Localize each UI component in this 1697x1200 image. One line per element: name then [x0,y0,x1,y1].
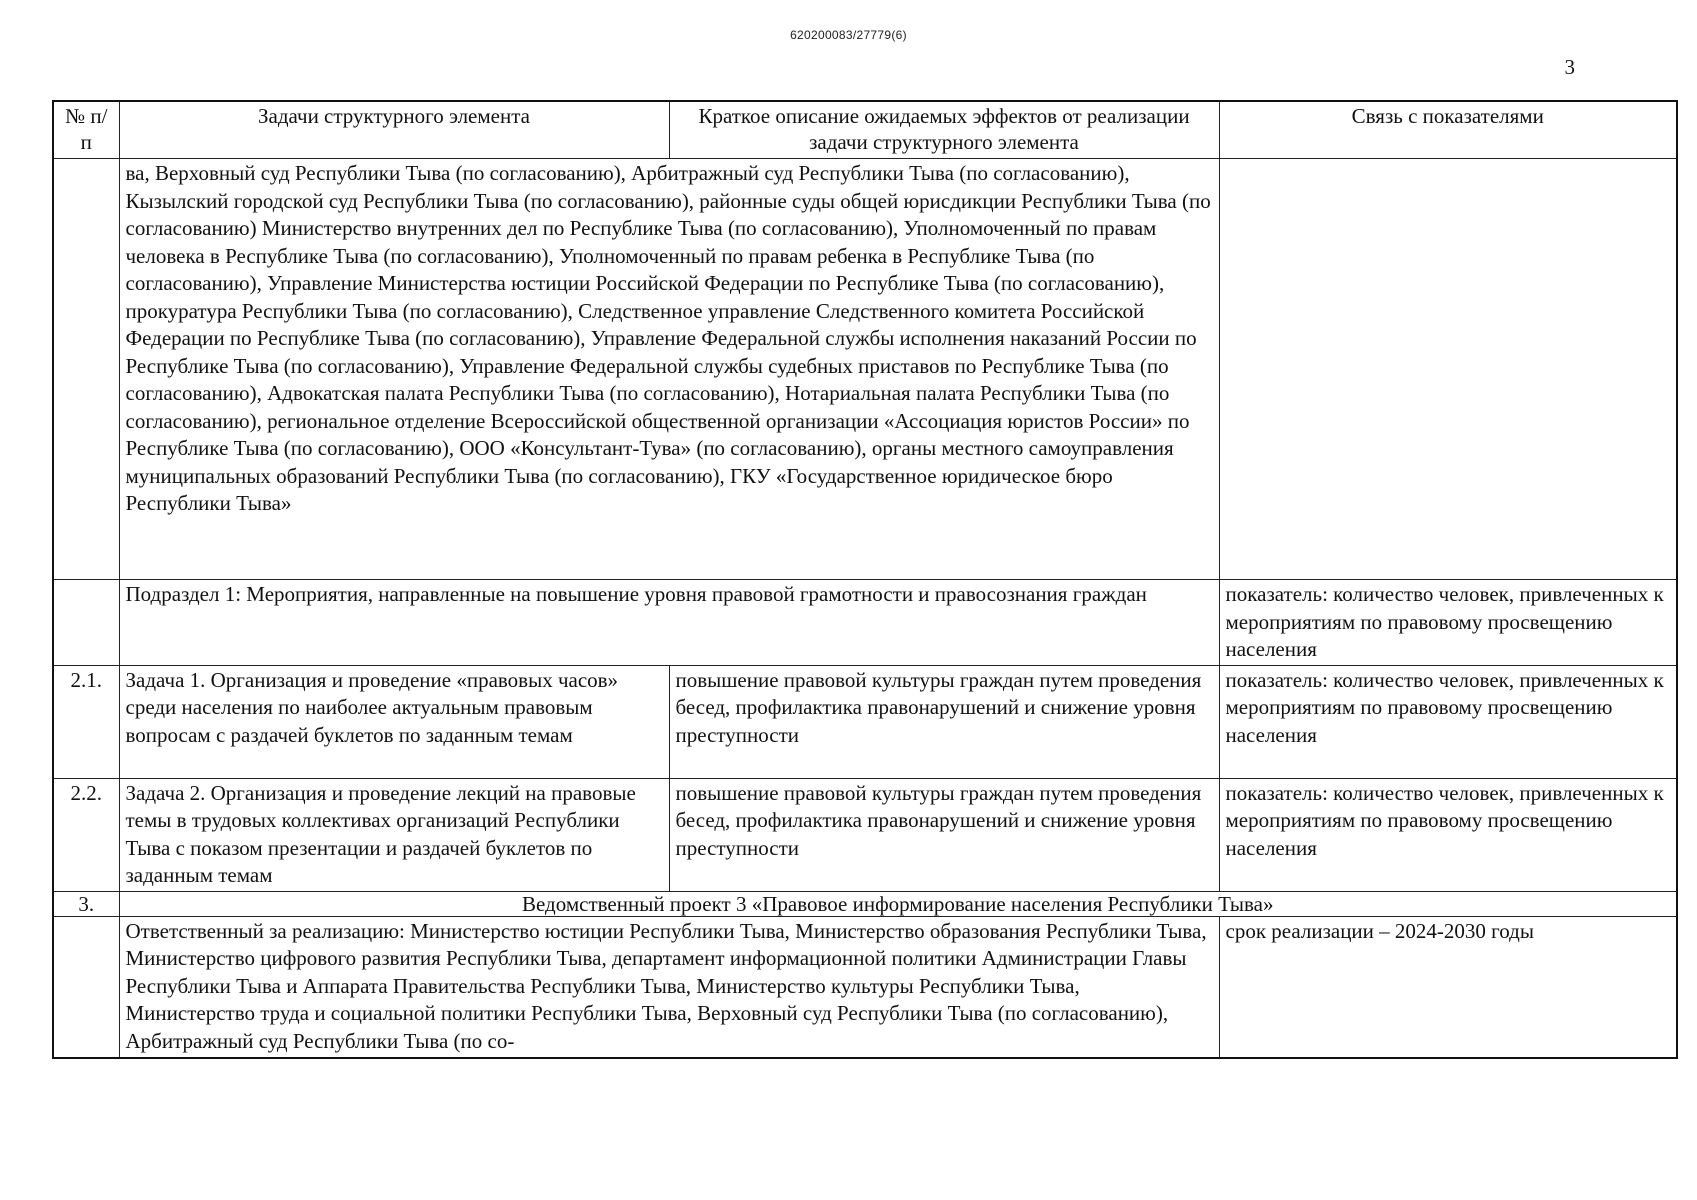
row-num: 2.1. [53,665,119,778]
row-indicator: показатель: количество человек, привлеченных к мероприятиям по правовому просвещению населения [1219,778,1677,891]
table-header-row [53,101,1677,159]
document-id-number: 620200083/27779(6) [790,28,907,42]
row-effect: повышение правовой культуры граждан путем проведения бесед, профилактика правонарушений и снижение уровня преступности [669,778,1219,891]
row-task: Задача 1. Организация и проведение «правовых часов» среди населения по наиболее актуальным правовым вопросам с раздачей буклетов по заданным темам [119,665,669,778]
subsection-text: Подраздел 1: Мероприятия, направленные на повышение уровня правовой грамотности и правосознания граждан [119,580,1219,666]
row-task: Задача 2. Организация и проведение лекций на правовые темы в трудовых коллективах организаций Республики Тыва с показом презентации и раздачей буклетов по заданным темам [119,778,669,891]
continuation-num-cell [53,159,119,580]
continuation-indicator-cell [1219,159,1677,580]
responsible-row [53,916,1677,1058]
row-indicator: показатель: количество человек, привлеченных к мероприятиям по правовому просвещению населения [1219,665,1677,778]
project-num: 3. [53,891,119,916]
page-number: 3 [1564,55,1575,79]
continuation-text: ва, Верховный суд Республики Тыва (по согласованию), Арбитражный суд Республики Тыва (по согласованию), Кызылский городской суд Республики Тыва (по согласованию), районные суды общей юрисдикции Республики Тыва (по согласованию) Министерство внутренних дел по Республике Тыва (по согласованию), Уполномоченный по правам человека в Республике Тыва (по согласованию), Уполномоченный по правам ребенка в Республике Тыва (по согласованию), Управление Министерства юстиции Российской Федерации по Республике Тыва (по согласованию), прокуратура Республики Тыва (по согласованию), Следственное управление Следственного комитета Российской Федерации по Республике Тыва (по согласованию), Управление Федеральной службы исполнения наказаний России по Республике Тыва (по согласованию), Управление Федеральной службы судебных приставов по Республике Тыва (по согласованию), Адвокатская палата Республики Тыва (по согласованию), Нотариальная палата Республики Тыва (по согласованию), региональное отделение Всероссийской общественной организации «Ассоциация юристов России» по Республике Тыва (по согласованию), ООО «Консультант-Тува» (по согласованию), органы местного самоуправления муниципальных образований Республики Тыва (по согласованию), ГКУ «Государственное юридическое бюро Республики Тыва» [119,159,1219,580]
table-row [53,665,1677,778]
header-indicators: Связь с показателями [1219,101,1677,159]
responsible-text: Ответственный за реализацию: Министерство юстиции Республики Тыва, Министерство образования Республики Тыва, Министерство цифрового развития Республики Тыва, департамент информационной политики Администрации Главы Республики Тыва и Аппарата Правительства Республики Тыва, Министерство культуры Республики Тыва, Министерство труда и социальной политики Республики Тыва, Верховный суд Республики Тыва (по согласованию), Арбитражный суд Республики Тыва (по со- [119,916,1219,1058]
project-title: Ведомственный проект 3 «Правовое информирование населения Республики Тыва» [119,891,1677,916]
header-num: № п/п [53,101,119,159]
subsection-row [53,580,1677,666]
project-row [53,891,1677,916]
table-row [53,778,1677,891]
row-effect: повышение правовой культуры граждан путем проведения бесед, профилактика правонарушений и снижение уровня преступности [669,665,1219,778]
subsection-num-cell [53,580,119,666]
header-effects: Краткое описание ожидаемых эффектов от реализации задачи структурного элемента [669,101,1219,159]
continuation-row [53,159,1677,580]
implementation-term: срок реализации – 2024-2030 годы [1219,916,1677,1058]
header-tasks: Задачи структурного элемента [119,101,669,159]
subsection-indicator: показатель: количество человек, привлеченных к мероприятиям по правовому просвещению населения [1219,580,1677,666]
structural-element-table [52,100,1678,1059]
row-num: 2.2. [53,778,119,891]
responsible-num-cell [53,916,119,1058]
